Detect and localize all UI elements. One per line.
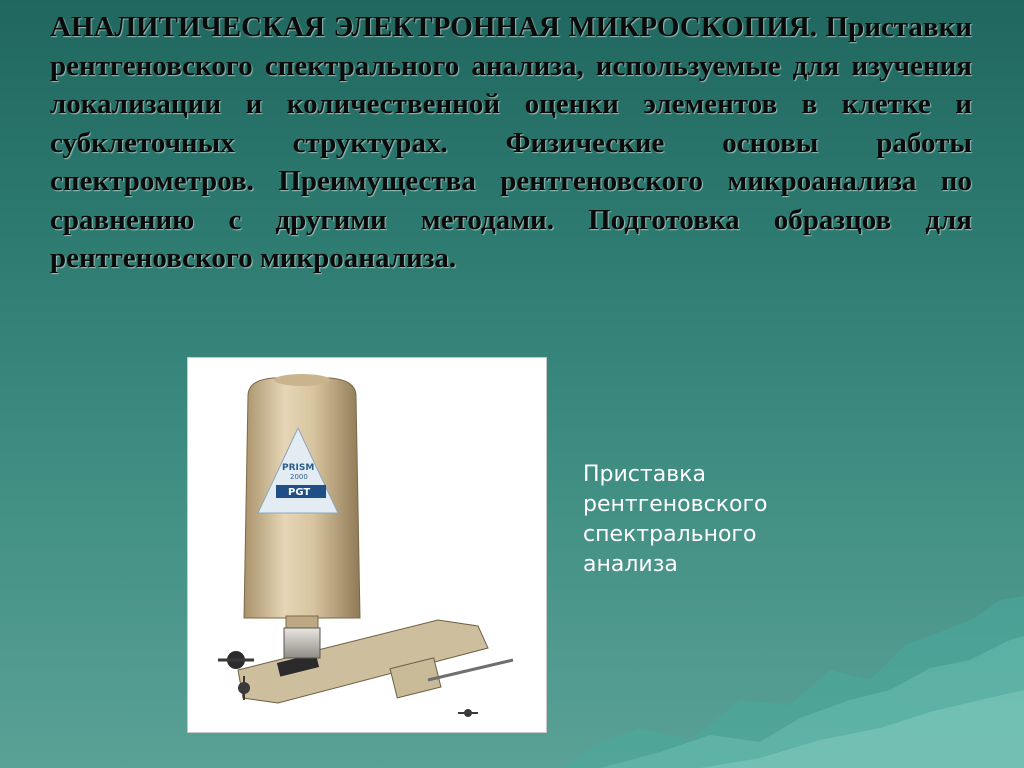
xray-spectrometer-illustration [188,358,546,732]
caption-line: Приставка [583,462,706,487]
device-caption [583,460,843,580]
caption-line: спектрального [583,522,757,547]
device-brand: PGT [288,487,311,498]
caption-line: анализа [583,552,678,577]
caption-line: рентгеновского [583,492,768,517]
device-model-number: 2000 [290,473,308,481]
slide-heading: АНАЛИТИЧЕСКАЯ ЭЛЕКТРОННАЯ МИКРОСКОПИЯ. Приставки рентгеновского спектрального анализа, используемые для изучения локализации и количественной оценки элементов в клетке и субклеточных структурах. Физические основы работы спектрометров. Преимущества рентгеновского микроанализа по сравнению с другими методами. Подготовка образцов для рентгеновского микроанализа. [50,11,972,274]
device-model: PRISM [282,463,315,473]
device-photo [187,357,547,733]
